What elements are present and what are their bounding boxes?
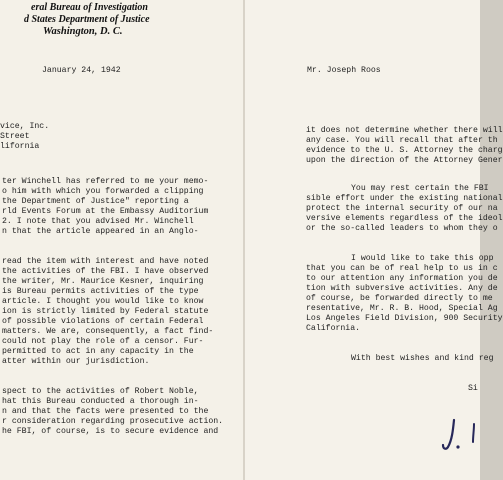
recipient-name: Mr. Joseph Roos — [307, 66, 381, 75]
body-line: You may rest certain the FBI — [351, 184, 489, 193]
body-line: of course, be forwarded directly to me — [306, 294, 493, 303]
body-line: With best wishes and kind reg — [351, 354, 494, 363]
body-line: n and that the facts were presented to the — [2, 407, 209, 416]
body-line: upon the direction of the Attorney Gener — [306, 156, 503, 165]
body-line: tion with subversive activities. Any de — [306, 284, 498, 293]
body-line: rld Events Forum at the Embassy Auditorium — [2, 207, 209, 216]
body-line: sible effort under the existing national — [306, 194, 503, 203]
body-line: resentative, Mr. R. B. Hood, Special Ag — [306, 304, 498, 313]
body-line: article. I thought you would like to know — [2, 297, 204, 306]
body-line: r consideration regarding prosecutive action. — [2, 417, 224, 426]
body-line: spect to the activities of Robert Noble, — [2, 387, 199, 396]
body-line: protect the internal security of our na — [306, 204, 498, 213]
body-line: matters. We are, consequently, a fact find- — [2, 327, 214, 336]
body-line: of possible violations of certain Federal — [2, 317, 204, 326]
body-line: I would like to take this opp — [351, 254, 494, 263]
letterhead-line-3: Washington, D. C. — [43, 26, 123, 37]
body-line: any case. You will recall that after th — [306, 136, 498, 145]
address-line-1: vice, Inc. — [0, 122, 50, 131]
letter-page-right — [245, 0, 503, 480]
body-line: hat this Bureau conducted a thorough in- — [2, 397, 199, 406]
body-line: he FBI, of course, is to secure evidence and — [2, 427, 219, 436]
body-line: to our attention any information you de — [306, 274, 498, 283]
body-line: it does not determine whether there will — [306, 126, 503, 135]
body-line: California. — [306, 324, 361, 333]
body-line: versive elements regardless of the ideol — [306, 214, 503, 223]
body-line: that you can be of real help to us in c — [306, 264, 498, 273]
body-line: o him with which you forwarded a clipping — [2, 187, 204, 196]
letterhead-line-2: d States Department of Justice — [24, 14, 150, 25]
body-line: the Department of Justice" reporting a — [2, 197, 189, 206]
body-line: permitted to act in any capacity in the — [2, 347, 194, 356]
body-line: the activities of the FBI. I have observed — [2, 267, 209, 276]
body-line: evidence to the U. S. Attorney the charg — [306, 146, 503, 155]
signature-mark — [438, 416, 488, 456]
letterhead-line-1: eral Bureau of Investigation — [31, 2, 148, 13]
body-line: Los Angeles Field Division, 900 Security — [306, 314, 503, 323]
body-line: ion is strictly limited by Federal statute — [2, 307, 209, 316]
body-line: n that the article appeared in an Anglo- — [2, 227, 199, 236]
body-line: could not play the role of a censor. Fur- — [2, 337, 204, 346]
address-line-3: lifornia — [0, 142, 40, 151]
body-line: atter within our jurisdiction. — [2, 357, 150, 366]
body-line: the writer, Mr. Maurice Kesner, inquiring — [2, 277, 204, 286]
letter-date: January 24, 1942 — [42, 66, 121, 75]
body-line: or the so-called leaders to whom they o — [306, 224, 498, 233]
letter-page-left — [0, 0, 243, 480]
body-line: read the item with interest and have noted — [2, 257, 209, 266]
body-line: 2. I note that you advised Mr. Winchell — [2, 217, 194, 226]
body-line: is Bureau permits activities of the type — [2, 287, 199, 296]
address-line-2: Street — [0, 132, 30, 141]
body-line: ter Winchell has referred to me your memo- — [2, 177, 209, 186]
closing-word: Si — [468, 384, 478, 393]
